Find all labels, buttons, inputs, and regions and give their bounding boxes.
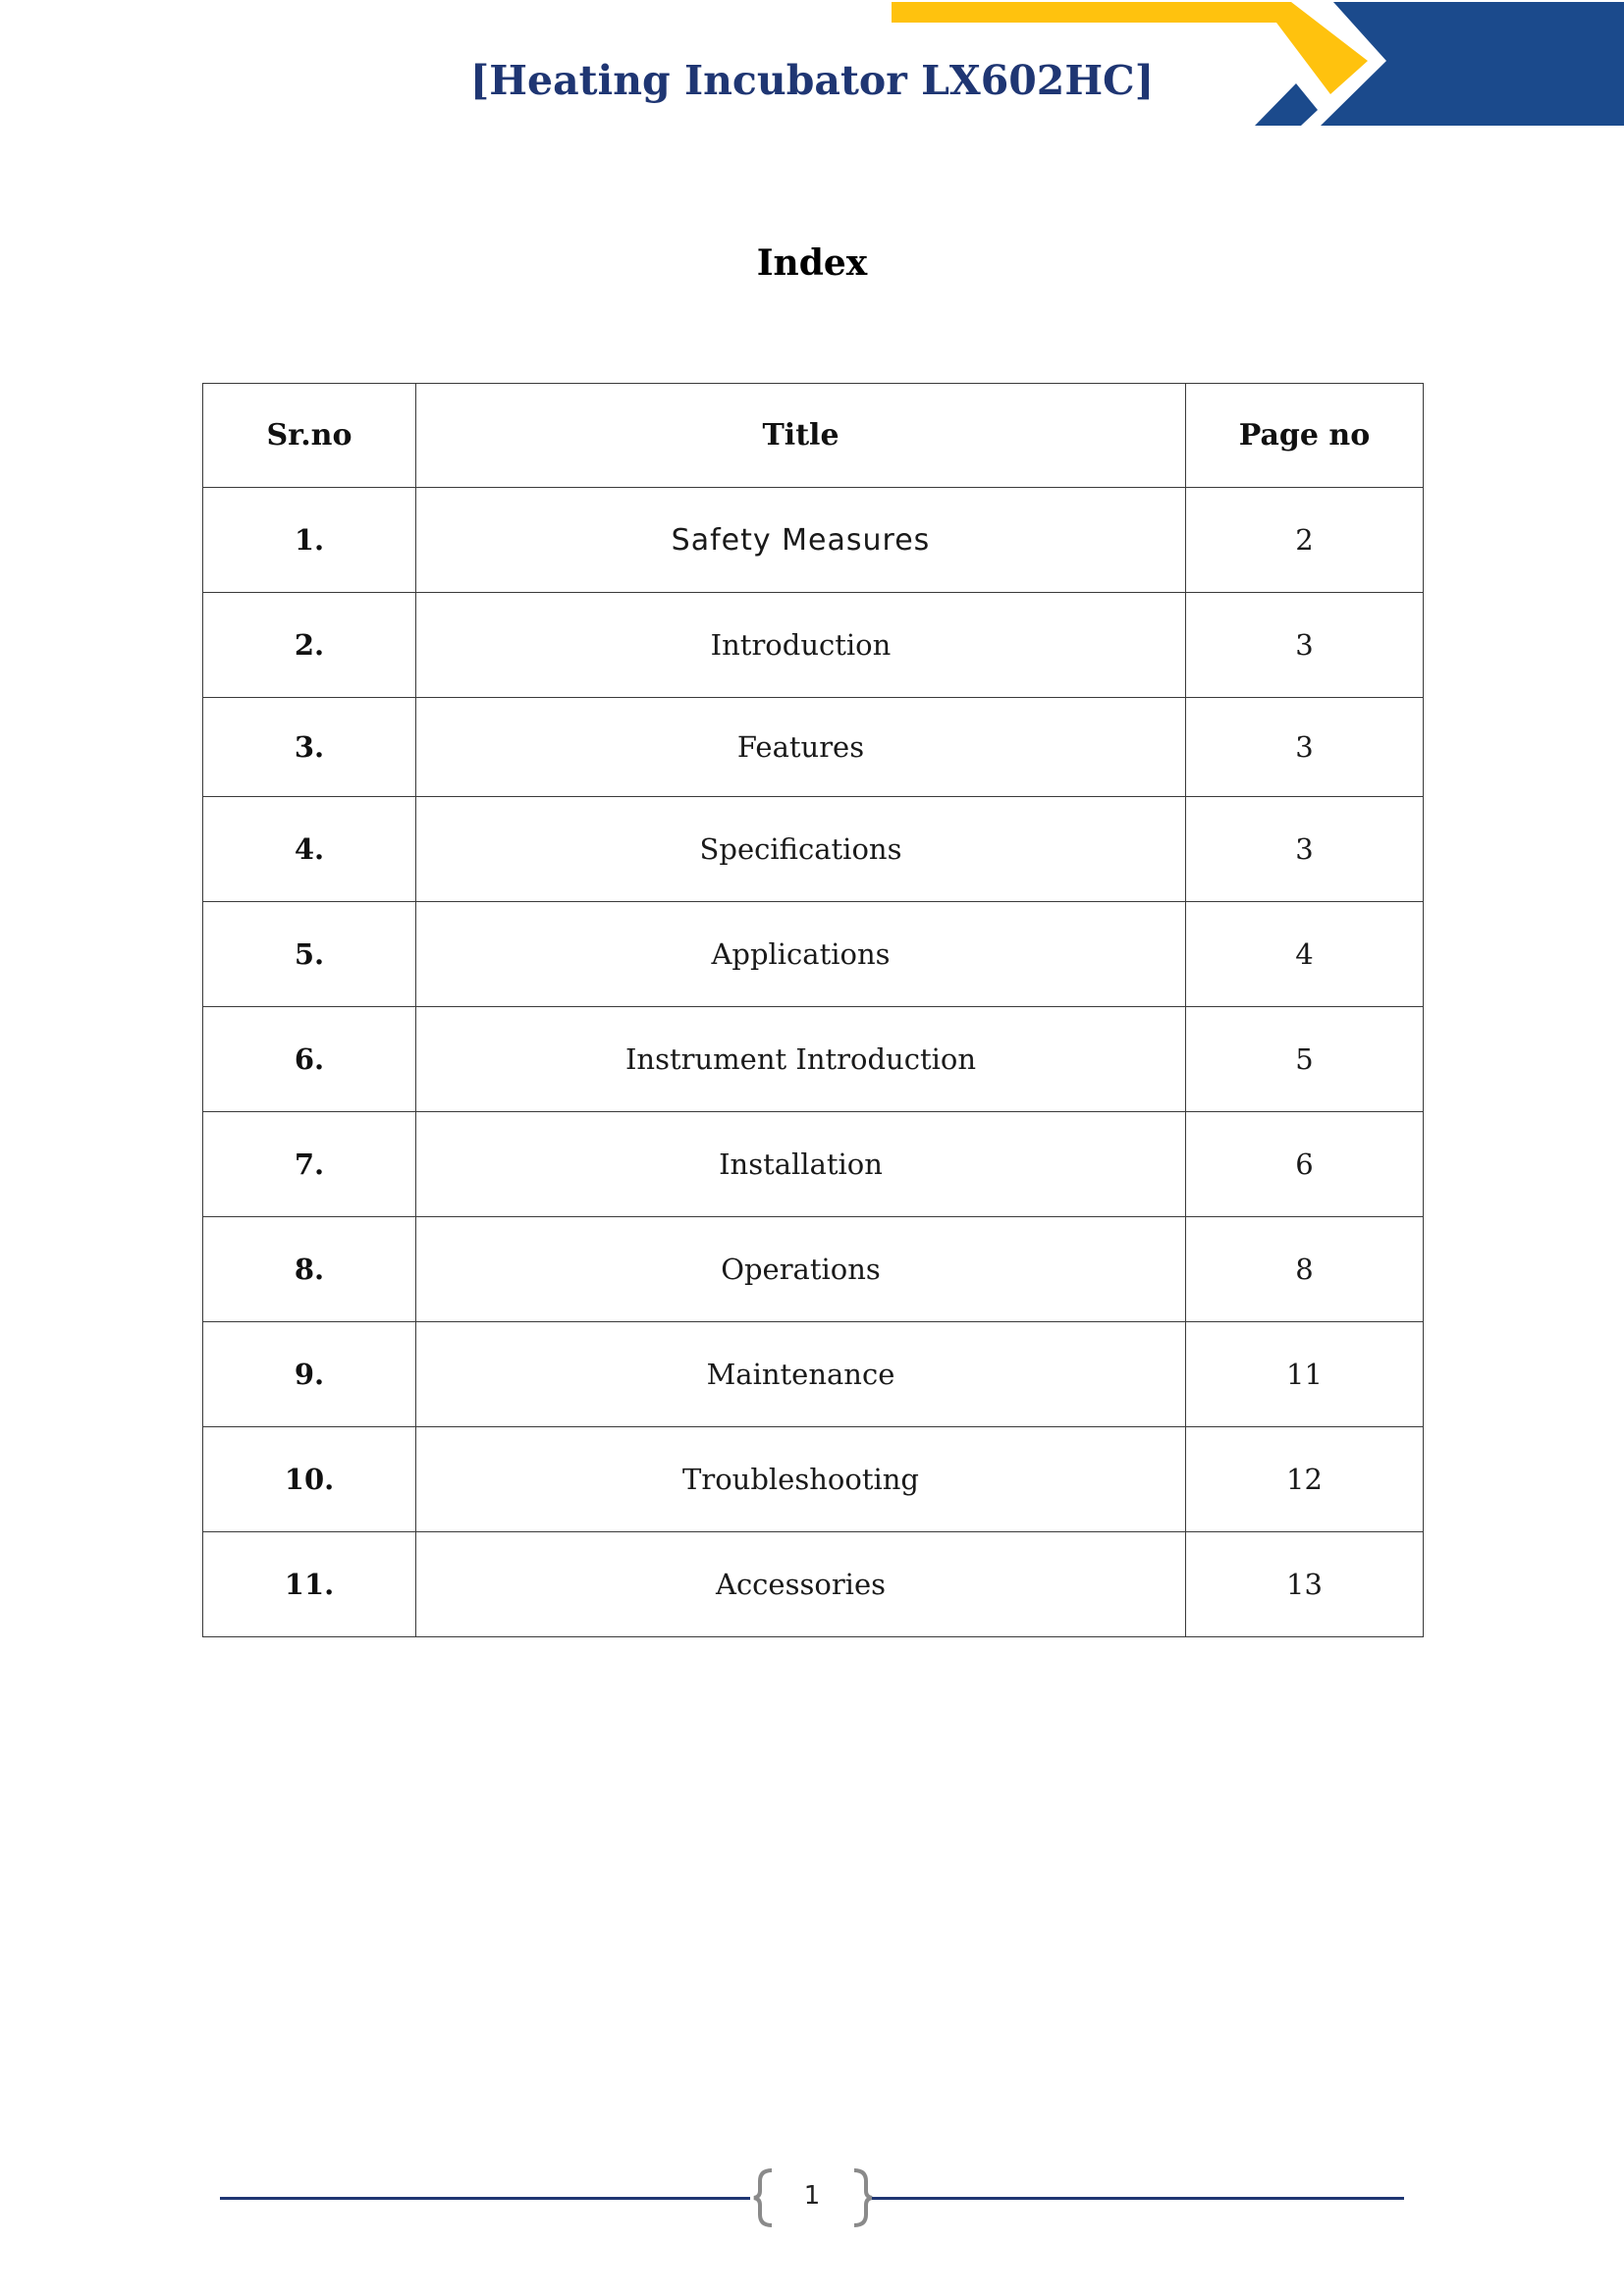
- row-sr-no: 1.: [203, 488, 416, 593]
- row-sr-no: 8.: [203, 1217, 416, 1322]
- row-sr-no: 4.: [203, 797, 416, 902]
- table-row: [203, 698, 1424, 797]
- column-header-title: Title: [416, 384, 1186, 488]
- column-header-sr-no: Sr.no: [203, 384, 416, 488]
- row-title: Maintenance: [416, 1322, 1186, 1427]
- row-title: Accessories: [416, 1532, 1186, 1637]
- table-row: [203, 1322, 1424, 1427]
- row-title: Introduction: [416, 593, 1186, 698]
- row-page-no: 13: [1186, 1532, 1424, 1637]
- row-page-no: 4: [1186, 902, 1424, 1007]
- row-page-no: 3: [1186, 797, 1424, 902]
- row-page-no: 3: [1186, 698, 1424, 797]
- row-title: Operations: [416, 1217, 1186, 1322]
- table-row: [203, 1532, 1424, 1637]
- row-page-no: 8: [1186, 1217, 1424, 1322]
- page-number: 1: [803, 2181, 821, 2211]
- index-table: [202, 383, 1424, 1637]
- table-row: [203, 797, 1424, 902]
- row-title: Safety Measures: [416, 488, 1186, 593]
- footer-rule-right: [872, 2197, 1404, 2200]
- document-title: [Heating Incubator LX602HC]: [469, 57, 1155, 104]
- row-sr-no: 10.: [203, 1427, 416, 1532]
- row-title: Troubleshooting: [416, 1427, 1186, 1532]
- table-row: [203, 902, 1424, 1007]
- table-header-row: [203, 384, 1424, 488]
- table-row: [203, 1427, 1424, 1532]
- row-sr-no: 9.: [203, 1322, 416, 1427]
- row-sr-no: 6.: [203, 1007, 416, 1112]
- index-heading: Index: [756, 242, 868, 284]
- row-sr-no: 11.: [203, 1532, 416, 1637]
- table-row: [203, 1007, 1424, 1112]
- row-sr-no: 7.: [203, 1112, 416, 1217]
- row-page-no: 2: [1186, 488, 1424, 593]
- row-sr-no: 2.: [203, 593, 416, 698]
- table-row: [203, 1112, 1424, 1217]
- table-row: [203, 1217, 1424, 1322]
- row-title: Instrument Introduction: [416, 1007, 1186, 1112]
- row-page-no: 5: [1186, 1007, 1424, 1112]
- row-title: Installation: [416, 1112, 1186, 1217]
- row-title: Specifications: [416, 797, 1186, 902]
- column-header-page-no: Page no: [1186, 384, 1424, 488]
- row-title: Features: [416, 698, 1186, 797]
- row-sr-no: 5.: [203, 902, 416, 1007]
- row-title: Applications: [416, 902, 1186, 1007]
- row-page-no: 11: [1186, 1322, 1424, 1427]
- row-page-no: 12: [1186, 1427, 1424, 1532]
- table-row: [203, 488, 1424, 593]
- row-page-no: 3: [1186, 593, 1424, 698]
- row-sr-no: 3.: [203, 698, 416, 797]
- table-row: [203, 593, 1424, 698]
- footer-rule-left: [220, 2197, 750, 2200]
- page-footer: [0, 2160, 1624, 2228]
- row-page-no: 6: [1186, 1112, 1424, 1217]
